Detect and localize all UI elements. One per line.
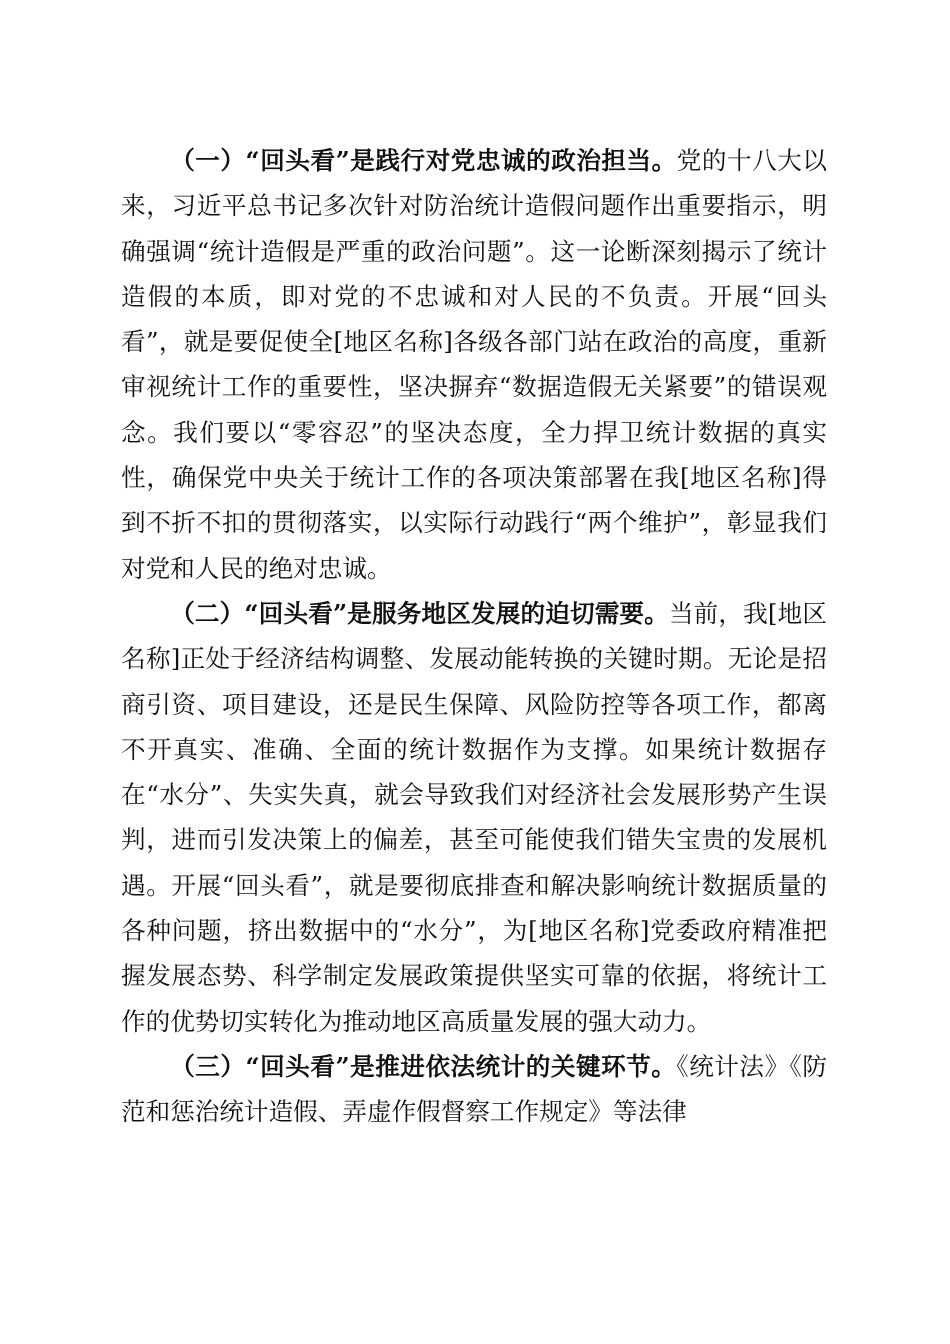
- paragraph-3-heading: （三）“回头看”是推进依法统计的关键环节。: [170, 1051, 677, 1081]
- document-body: [121, 138, 827, 1135]
- paragraph-3-text: 《统计法》《防范和惩治统计造假、弄虚作假督察工作规定》等法律: [121, 1051, 828, 1127]
- paragraph-1-heading: （一）“回头看”是践行对党忠诚的政治担当。: [170, 146, 677, 175]
- paragraph-2-text: 当前，我[地区名称]正处于经济结构调整、发展动能转换的关键时期。无论是招商引资、项目建设，还是民生保障、风险防控等各项工作，都离不开真实、准确、全面的统计数据作为支撑。如果统计数据存在“水分”、失实失真，就会导致我们对经济社会发展形势产生误判，进而引发决策上的偏差，甚至可能使我们错失宝贵的发展机遇。开展“回头看”，就是要彻底排查和解决影响统计数据质量的各种问题，挤出数据中的“水分”，为[地区名称]党委政府精准把握发展态势、科学制定发展政策提供坚实可靠的依据，将统计工作的优势切实转化为推动地区高质量发展的强大动力。: [121, 598, 827, 1036]
- paragraph-3: [121, 1044, 827, 1135]
- paragraph-2-heading: （二）“回头看”是服务地区发展的迫切需要。: [170, 598, 669, 628]
- paragraph-2: [121, 591, 827, 1044]
- paragraph-1-text: 党的十八大以来，习近平总书记多次针对防治统计造假问题作出重要指示，明确强调“统计造假是严重的政治问题”。这一论断深刻揭示了统计造假的本质，即对党的不忠诚和对人民的不负责。开展“回头看”，就是要促使全[地区名称]各级各部门站在政治的高度，重新审视统计工作的重要性，坚决摒弃“数据造假无关紧要”的错误观念。我们要以“零容忍”的坚决态度，全力捍卫统计数据的真实性，确保党中央关于统计工作的各项决策部署在我[地区名称]得到不折不扣的贯彻落实，以实际行动践行“两个维护”，彰显我们对党和人民的绝对忠诚。: [121, 146, 827, 583]
- paragraph-1: [121, 138, 827, 591]
